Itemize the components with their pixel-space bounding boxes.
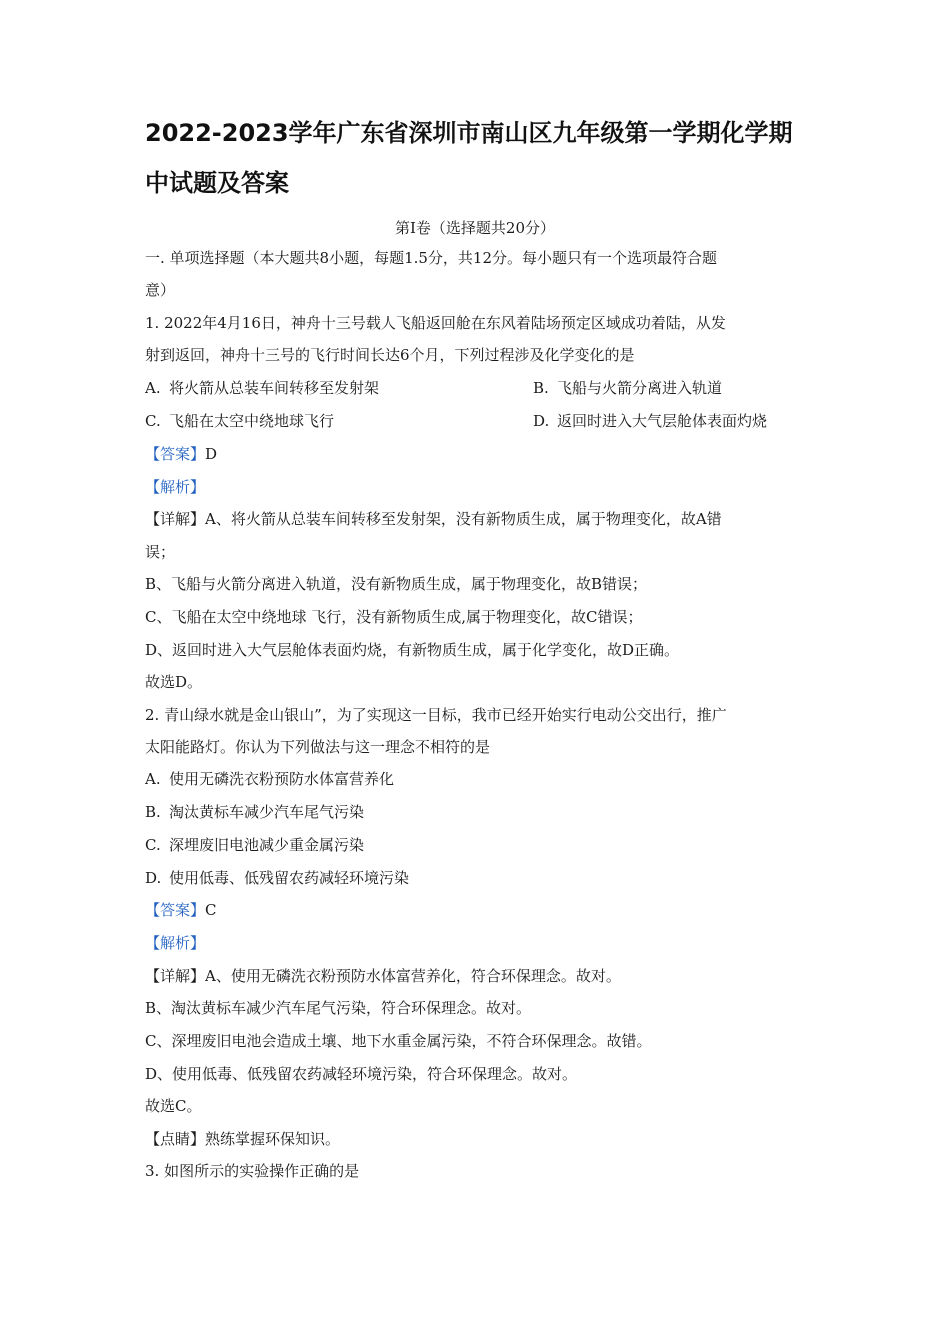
q3-stem: 3. 如图所示的实验操作正确的是 bbox=[145, 1162, 360, 1180]
answer-tag: 【答案】 bbox=[145, 445, 206, 463]
q2-conclusion: 故选C。 bbox=[145, 1097, 202, 1115]
q2-detail-c: C、深埋废旧电池会造成土壤、地下水重金属污染，不符合环保理念。故错。 bbox=[145, 1032, 652, 1050]
instructions-line-1: 一. 单项选择题（本大题共8小题，每题1.5分，共12分。每小题只有一个选项最符合题 bbox=[145, 249, 718, 267]
section-header: 第Ⅰ卷（选择题共20分） bbox=[394, 219, 555, 237]
q1-detail-d: D、返回时进入大气层舱体表面灼烧，有新物质生成，属于化学变化，故D正确。 bbox=[145, 641, 680, 659]
q1-detail-b: B、飞船与火箭分离进入轨道，没有新物质生成，属于物理变化，故B错误； bbox=[145, 575, 648, 593]
q1-analysis-tag: 【解析】 bbox=[145, 478, 206, 496]
q2-option-b: B. 淘汰黄标车减少汽车尾气污染 bbox=[145, 803, 365, 821]
q2-detail-b: B、淘汰黄标车减少汽车尾气污染，符合环保理念。故对。 bbox=[145, 999, 532, 1017]
q1-conclusion: 故选D。 bbox=[145, 673, 203, 691]
q1-option-b: B. 飞船与火箭分离进入轨道 bbox=[533, 379, 723, 397]
q1-stem-line-2: 射到返回，神舟十三号的飞行时间长达6个月，下列过程涉及化学变化的是 bbox=[145, 346, 635, 364]
q2-option-d: D. 使用低毒、低残留农药减轻环境污染 bbox=[145, 869, 410, 887]
q1-option-c: C. 飞船在太空中绕地球飞行 bbox=[145, 412, 335, 430]
q2-detail-d: D、使用低毒、低残留农药减轻环境污染，符合环保理念。故对。 bbox=[145, 1065, 578, 1083]
q1-answer: 【答案】D bbox=[145, 445, 218, 463]
q2-stem-line-2: 太阳能路灯。你认为下列做法与这一理念不相符的是 bbox=[145, 738, 491, 756]
q1-option-a: A. 将火箭从总装车间转移至发射架 bbox=[145, 379, 380, 397]
document-title-line-1: 2022-2023学年广东省深圳市南山区九年级第一学期化学期 bbox=[145, 119, 793, 147]
q2-option-c: C. 深埋废旧电池减少重金属污染 bbox=[145, 836, 365, 854]
q2-analysis-tag: 【解析】 bbox=[145, 934, 206, 952]
instructions-line-2: 意） bbox=[145, 281, 176, 299]
document-title-line-2: 中试题及答案 bbox=[145, 169, 289, 197]
q1-detail-line-2: 误； bbox=[145, 543, 176, 561]
q1-option-d: D. 返回时进入大气层舱体表面灼烧 bbox=[533, 412, 768, 430]
q2-option-a: A. 使用无磷洗衣粉预防水体富营养化 bbox=[145, 770, 395, 788]
q1-detail-c: C、飞船在太空中绕地球 飞行，没有新物质生成,属于物理变化，故C错误； bbox=[145, 608, 643, 626]
q2-answer: 【答案】C bbox=[145, 901, 217, 919]
q2-comment: 【点睛】熟练掌握环保知识。 bbox=[145, 1130, 341, 1148]
q2-stem-line-1: 2. 青山绿水就是金山银山”，为了实现这一目标，我市已经开始实行电动公交出行，推广 bbox=[145, 706, 727, 724]
q1-stem-line-1: 1. 2022年4月16日，神舟十三号载人飞船返回舱在东风着陆场预定区域成功着陆，从发 bbox=[145, 314, 726, 332]
q1-detail-line-1: 【详解】A、将火箭从总装车间转移至发射架，没有新物质生成，属于物理变化，故A错 bbox=[145, 510, 722, 528]
q2-detail-a: 【详解】A、使用无磷洗衣粉预防水体富营养化，符合环保理念。故对。 bbox=[145, 967, 621, 985]
